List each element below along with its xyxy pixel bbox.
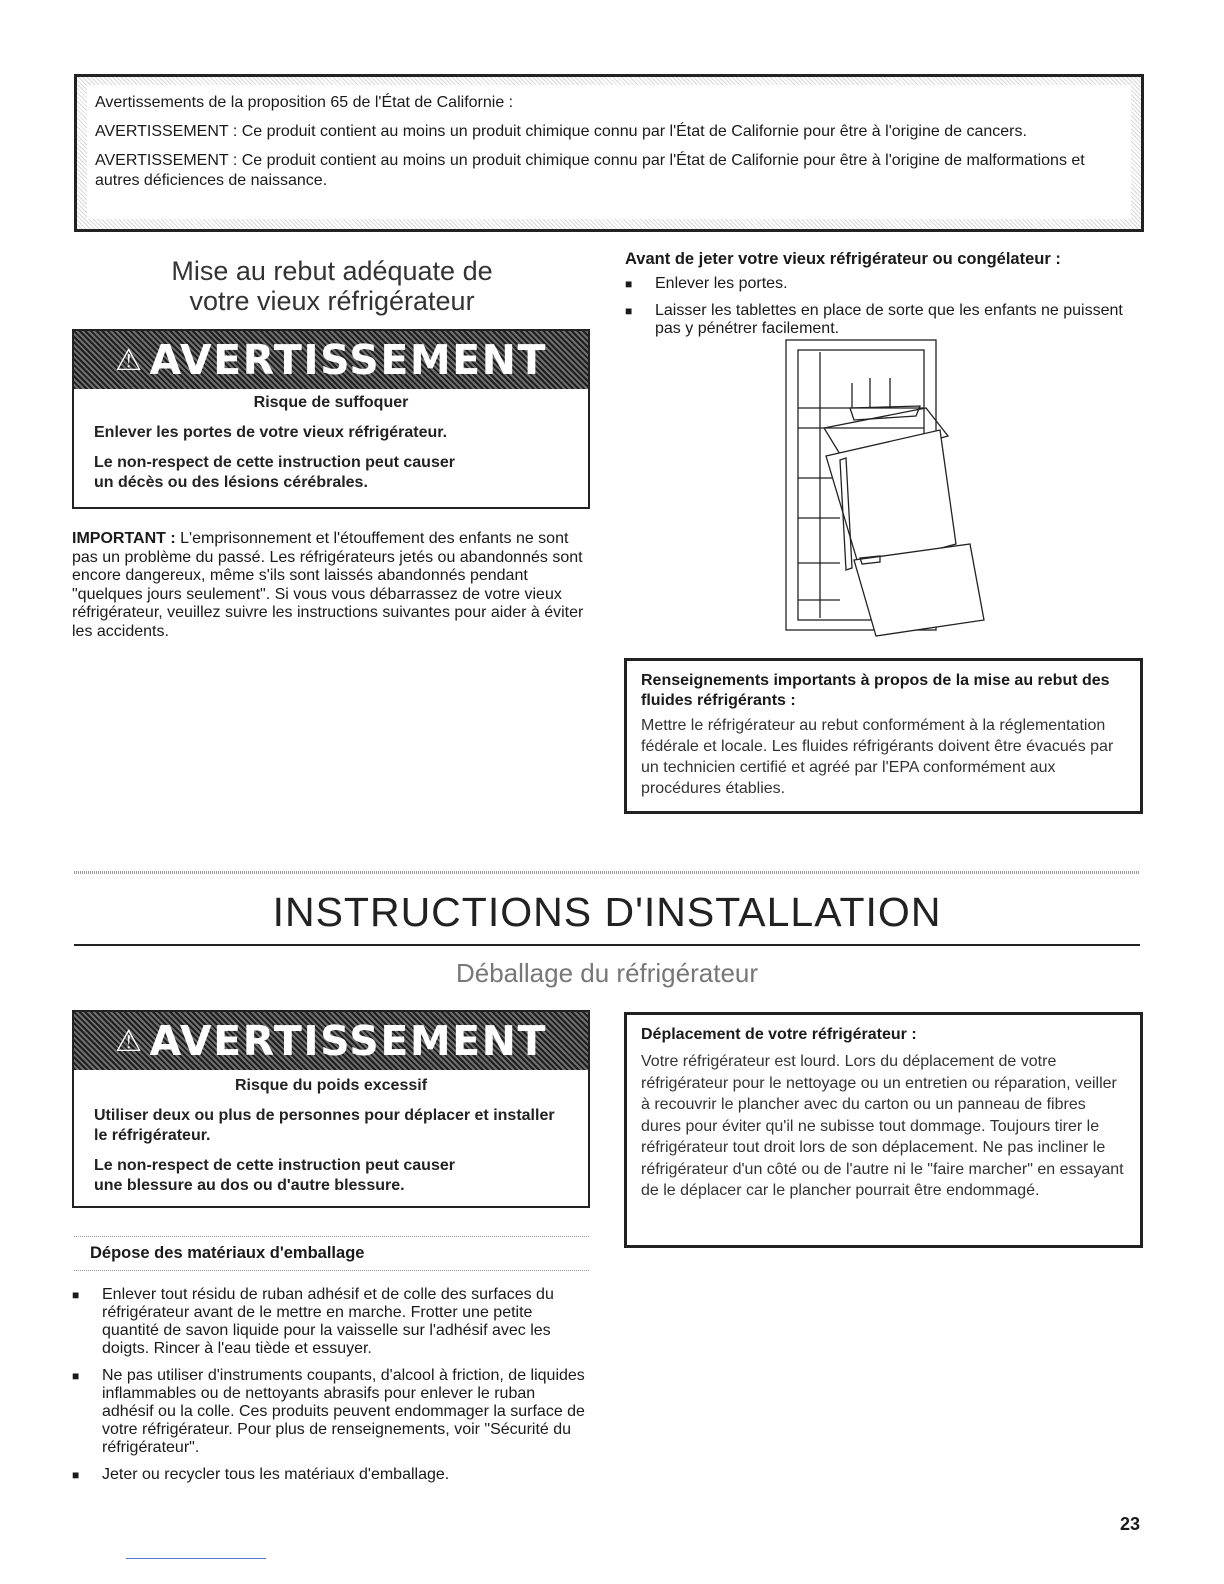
unpacking-subtitle: Déballage du réfrigérateur (455, 958, 759, 988)
packaging-heading-rule-bottom (74, 1270, 590, 1271)
installation-title-rule (74, 944, 1140, 946)
list-item: ■ Enlever les portes. (625, 275, 1140, 293)
prop65-warning-birth: AVERTISSEMENT : Ce produit contient au moins un produit chimique connu par l'État de Californie pour être à l'origine de malformations et autres déficiences de naissance. (95, 152, 1085, 189)
refrigerator-doors-removed-illustration (780, 338, 990, 640)
important-paragraph (72, 530, 588, 641)
list-item: ■ Jeter ou recycler tous les matériaux d'emballage. (72, 1466, 588, 1484)
warning-hazard: Risque du poids excessif (234, 1077, 428, 1094)
footer-rule (126, 1558, 266, 1559)
prop65-title: Avertissements de la proposition 65 de l'État de Californie : (95, 94, 514, 111)
disposal-title-line2: votre vieux réfrigérateur (189, 286, 475, 316)
packaging-list-section (72, 1286, 588, 1493)
warning-header-label: AVERTISSEMENT (149, 1017, 547, 1065)
weight-warning-box (72, 1010, 590, 1208)
warning-consequence-line2: un décès ou des lésions cérébrales. (94, 474, 368, 491)
warning-header (74, 331, 588, 389)
warning-hazard: Risque de suffoquer (253, 394, 409, 411)
warning-header (74, 1012, 588, 1070)
disposal-title-line1: Mise au rebut adéquate de (171, 256, 493, 286)
page-number: 23 (1119, 1514, 1140, 1534)
prop65-warning-cancer: AVERTISSEMENT : Ce produit contient au moins un produit chimique connu par l'État de Californie pour être à l'origine de cancers. (95, 123, 1027, 140)
refrigerant-info-title: Renseignements importants à propos de la mise au rebut des fluides réfrigérants : (641, 672, 1110, 709)
warning-consequence-line1: Le non-respect de cette instruction peut causer (94, 454, 455, 471)
important-label: IMPORTANT : (72, 530, 176, 547)
packaging-heading: Dépose des matériaux d'emballage (90, 1244, 365, 1262)
warning-triangle-icon: ⚠ (115, 1023, 144, 1059)
before-disposal-list (625, 275, 1140, 338)
installation-title: INSTRUCTIONS D'INSTALLATION (272, 889, 942, 935)
refrigerant-info-box (624, 658, 1143, 814)
warning-consequence-line1: Le non-respect de cette instruction peut causer (94, 1157, 455, 1174)
suffocation-warning-box (72, 329, 590, 509)
refrigerant-info-text: Mettre le réfrigérateur au rebut conformément à la réglementation fédérale et locale. Les fluides réfrigérants doivent être évacués par un technicien certifié et agréé par l'EPA conformément aux procédures établies. (641, 717, 1114, 797)
moving-info-box (624, 1012, 1143, 1248)
section-divider (74, 871, 1140, 874)
moving-info-text: Votre réfrigérateur est lourd. Lors du déplacement de votre réfrigérateur pour le nettoyage ou un entretien ou réparation, veiller à recouvrir le plancher avec du carton ou un panneau de fibres dures pour éviter qu'il ne subisse tout dommage. Toujours tirer le réfrigérateur tout droit lors de son déplacement. Ne pas incliner le réfrigérateur d'un côté ou de l'autre ni le "faire marcher" en essayant de le déplacer car le plancher pourrait être endommagé. (641, 1053, 1124, 1199)
before-disposal-heading: Avant de jeter votre vieux réfrigérateur ou congélateur : (625, 250, 1061, 268)
before-disposal-section (625, 250, 1140, 347)
packaging-heading-rule-top (74, 1236, 590, 1237)
packaging-list (72, 1286, 588, 1484)
important-text: L'emprisonnement et l'étouffement des enfants ne sont pas un problème du passé. Les réfrigérateurs jetés ou abandonnés sont encore dangereux, même s'ils sont laissés abandonnés pendant "quelques jours seulement". Si vous vous débarrassez de votre vieux réfrigérateur, veuillez suivre les instructions suivantes pour aider à éviter les accidents. (72, 530, 584, 640)
prop65-warning-box (74, 74, 1144, 232)
warning-instruction: Enlever les portes de votre vieux réfrigérateur. (94, 424, 448, 441)
warning-consequence-line2: une blessure au dos ou d'autre blessure. (94, 1177, 405, 1194)
warning-instruction: Utiliser deux ou plus de personnes pour déplacer et installer le réfrigérateur. (94, 1107, 555, 1144)
disposal-title (74, 256, 590, 316)
list-item: ■ Enlever tout résidu de ruban adhésif et de colle des surfaces du réfrigérateur avant de le mettre en marche. Frotter une petite quantité de savon liquide pour la vaisselle sur l'adhésif avec les doigts. Rincer à l'eau tiède et essuyer. (72, 1286, 588, 1358)
moving-info-title: Déplacement de votre réfrigérateur : (641, 1026, 917, 1043)
list-item: ■ Laisser les tablettes en place de sorte que les enfants ne puissent pas y pénétrer facilement. (625, 302, 1140, 338)
list-item: ■ Ne pas utiliser d'instruments coupants, d'alcool à friction, de liquides inflammables ou de nettoyants abrasifs pour enlever le ruban adhésif ou la colle. Ces produits peuvent endommager la surface de votre réfrigérateur. Pour plus de renseignements, voir "Sécurité du réfrigérateur". (72, 1367, 588, 1457)
warning-triangle-icon: ⚠ (115, 342, 144, 378)
warning-header-label: AVERTISSEMENT (149, 336, 547, 384)
prop65-content (87, 85, 1131, 219)
